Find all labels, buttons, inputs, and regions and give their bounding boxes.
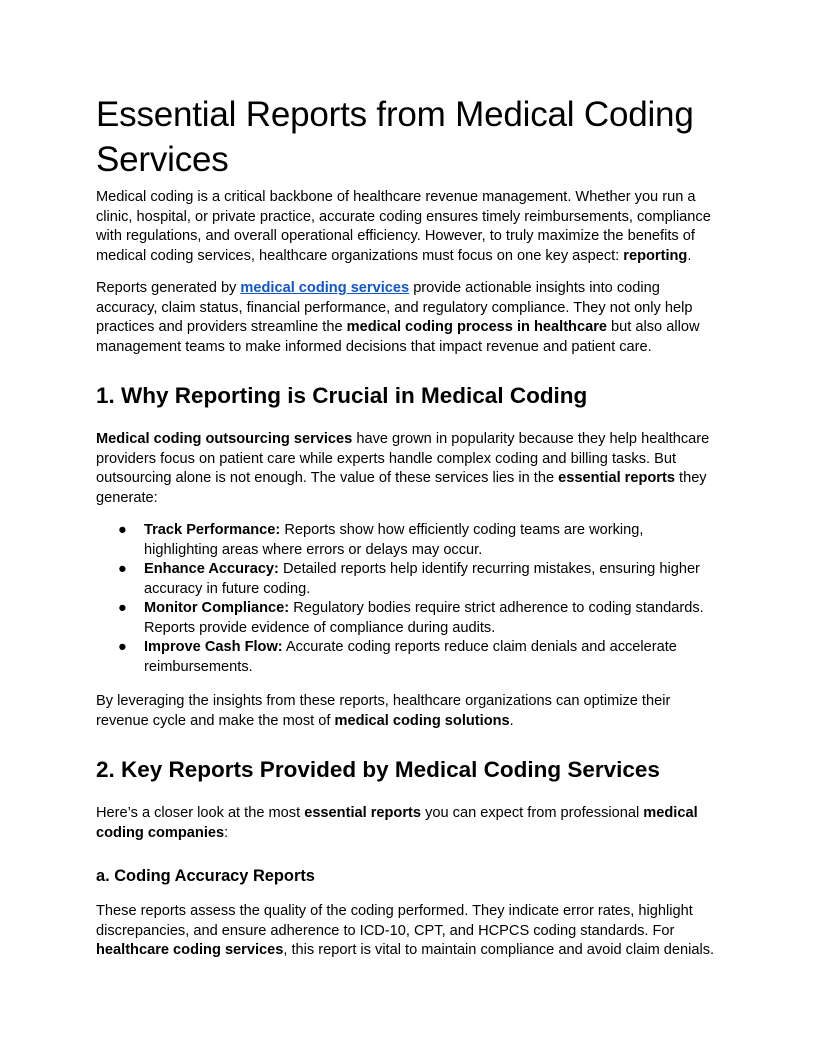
list-item-text: Accurate coding reports reduce claim denials and accelerate reimbursements. xyxy=(144,639,677,675)
list-item xyxy=(96,599,720,638)
subsection-a-text-2: , this report is vital to maintain compliance and avoid claim denials. xyxy=(283,942,715,958)
intro-text-end: . xyxy=(687,247,692,264)
section-1-text-1: have grown in popularity because they help healthcare providers focus on patient care while experts handle complex coding and billing tasks. But outsourcing alone is not enough. The value of these services lies in the xyxy=(96,431,710,486)
bullet-icon: ● xyxy=(118,561,127,577)
section-1-closing-text: By leveraging the insights from these reports, healthcare organizations can optimize their revenue cycle and make the most of xyxy=(96,693,671,729)
subsection-a-text-1: These reports assess the quality of the coding performed. They indicate error rates, highlight discrepancies, and ensure adherence to ICD-10, CPT, and HCPCS coding standards. For xyxy=(96,903,693,939)
intro-paragraph xyxy=(96,188,720,266)
benefits-list xyxy=(96,521,720,677)
list-item-label: Enhance Accuracy: xyxy=(144,561,279,577)
medical-coding-services-link[interactable]: medical coding services xyxy=(240,280,410,296)
section-2-heading: 2. Key Reports Provided by Medical Coding Services xyxy=(96,757,660,782)
bullet-icon: ● xyxy=(118,600,127,616)
section-2-bold-companies: medical coding companies xyxy=(96,805,698,841)
list-item xyxy=(96,638,720,677)
list-item-label: Monitor Compliance: xyxy=(144,600,290,616)
subsection-a-heading: a. Coding Accuracy Reports xyxy=(96,867,315,885)
list-item xyxy=(96,521,720,560)
section-2-paragraph xyxy=(96,804,720,843)
document-page xyxy=(96,92,720,974)
document-title: Essential Reports from Medical Coding Services xyxy=(96,95,694,179)
section-1-bold-essential: essential reports xyxy=(558,470,675,486)
list-item-text: Regulatory bodies require strict adherence to coding standards. Reports provide evidence of compliance during audits. xyxy=(144,600,704,636)
reports-text-3: but also allow management teams to make informed decisions that impact revenue and patient care. xyxy=(96,319,700,355)
subsection-a-bold-healthcare: healthcare coding services xyxy=(96,942,284,958)
section-2-text-2: you can expect from professional xyxy=(421,805,644,821)
section-1-bold-solutions: medical coding solutions xyxy=(334,712,510,729)
list-item-text: Reports show how efficiently coding teams are working, highlighting areas where errors or delays may occur. xyxy=(144,522,644,558)
reports-paragraph xyxy=(96,279,720,357)
section-2-bold-essential: essential reports xyxy=(304,805,422,821)
list-item-text: Detailed reports help identify recurring mistakes, ensuring higher accuracy in future coding. xyxy=(144,561,700,597)
bullet-icon: ● xyxy=(118,639,127,655)
intro-bold-reporting: reporting xyxy=(623,247,688,264)
list-item xyxy=(96,560,720,599)
bullet-icon: ● xyxy=(118,522,127,538)
reports-text-1: Reports generated by xyxy=(96,280,241,296)
section-2-text-1: Here’s a closer look at the most xyxy=(96,805,305,821)
list-item-label: Track Performance: xyxy=(144,522,281,538)
subsection-a-paragraph xyxy=(96,902,720,961)
list-item-label: Improve Cash Flow: xyxy=(144,639,283,655)
section-1-text-2: they generate: xyxy=(96,470,707,506)
section-1-closing-paragraph xyxy=(96,692,720,731)
reports-text-2: provide actionable insights into coding accuracy, claim status, financial performance, and regulatory compliance. They not only help practices and providers streamline the xyxy=(96,280,693,335)
section-1-bold-outsourcing: Medical coding outsourcing services xyxy=(96,431,353,447)
reports-bold-process: medical coding process in healthcare xyxy=(346,319,607,335)
section-1-paragraph xyxy=(96,430,720,508)
section-1-heading: 1. Why Reporting is Crucial in Medical Coding xyxy=(96,383,588,408)
section-1-closing-end: . xyxy=(509,712,514,729)
section-2-text-3: : xyxy=(224,824,229,841)
intro-text: Medical coding is a critical backbone of healthcare revenue management. Whether you run a clinic, hospital, or private practice, accurate coding ensures timely reimbursements, compliance with regulations, and overall operational efficiency. However, to truly maximize the benefits of medical coding services, healthcare organizations must focus on one key aspect: xyxy=(96,189,711,264)
